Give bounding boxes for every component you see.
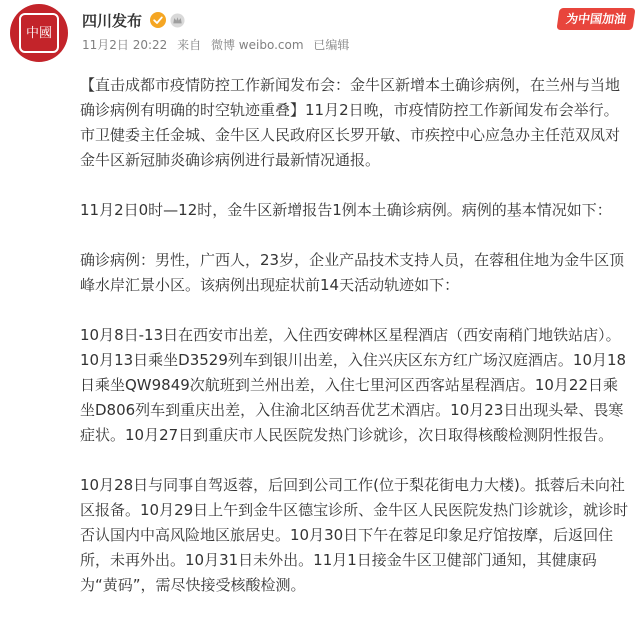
author-name[interactable]: 四川发布 — [82, 11, 143, 30]
edited-label: 已编辑 — [313, 38, 350, 52]
verified-icon — [150, 12, 166, 28]
post-timestamp[interactable]: 11月2日 20:22 — [82, 38, 168, 52]
post-header — [82, 8, 640, 54]
post-meta — [82, 36, 640, 54]
name-row — [82, 8, 640, 32]
post-paragraph: 10月28日与同事自驾返蓉，后回到公司工作(位于梨花街电力大楼)。抵蓉后未向社区报备。10月29日上午到金牛区德宝诊所、金牛区人民医院发热门诊就诊，就诊时否认国内中高风险地区旅居史。10月30日下午在蓉足印象足疗馆按摩，后返回住所，未再外出。10月31日未外出。11月1日接金牛区卫健部门通知，其健康码为“黄码”，需尽快接受核酸检测。 — [80, 476, 629, 594]
source-prefix: 来自 — [177, 38, 202, 52]
member-crown-icon — [170, 13, 185, 28]
post-paragraph: 10月8日-13日在西安市出差，入住西安碑林区星程酒店（西安南稍门地铁站店）。10月13日乘坐D3529列车到银川出差，入住兴庆区东方红广场汉庭酒店。10月18日乘坐QW9849次航班到兰州出差，入住七里河区西客站星程酒店。10月22日乘坐D806列车到重庆出差，入住渝北区纳吾优艺术酒店。10月23日出现头晕、畏寒症状。10月27日到重庆市人民医院发热门诊就诊，次日取得核酸检测阴性报告。 — [80, 326, 627, 444]
post-content — [80, 73, 630, 598]
campaign-badge: 为中国加油 — [556, 8, 635, 30]
avatar-text: 中國 — [25, 25, 52, 41]
avatar[interactable] — [10, 4, 68, 62]
post-source[interactable]: 微博 weibo.com — [210, 38, 304, 52]
post-paragraph: 11月2日0时—12时，金牛区新增报告1例本土确诊病例。病例的基本情况如下： — [80, 201, 612, 219]
avatar-seal — [19, 13, 59, 53]
post-paragraph: 【直击成都市疫情防控工作新闻发布会：金牛区新增本土确诊病例，在兰州与当地确诊病例有明确的时空轨迹重叠】11月2日晚，市疫情防控工作新闻发布会举行。市卫健委主任金城、金牛区人民政府区长罗开敏、市疾控中心应急办主任范双凤对金牛区新冠肺炎确诊病例进行最新情况通报。 — [80, 76, 621, 169]
post-paragraph: 确诊病例：男性，广西人，23岁，企业产品技术支持人员，在蓉租住地为金牛区顶峰水岸汇景小区。该病例出现症状前14天活动轨迹如下： — [80, 251, 625, 294]
